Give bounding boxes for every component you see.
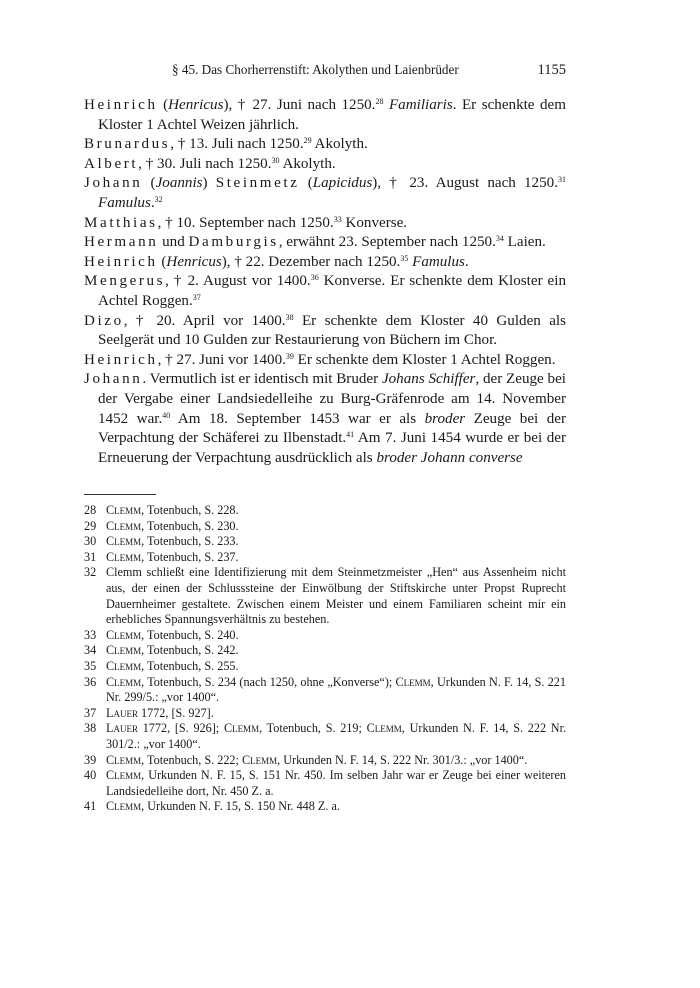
- text-run: Akolyth.: [279, 155, 336, 172]
- footnote-ref: 38: [285, 312, 294, 322]
- text-run: Konverse.: [341, 214, 408, 231]
- text-run: , Totenbuch, S. 228.: [141, 503, 239, 517]
- footnote-number: 29: [84, 518, 97, 533]
- text-run: .: [150, 194, 155, 211]
- text-run: Er schenkte dem Kloster 1 Achtel Roggen.: [293, 351, 556, 368]
- text-run: Er schenkte dem Kloster 40 Gulden als Seelgerät und 10 Gulden zur Restaurierung von Büchern im Chor.: [98, 312, 566, 349]
- author-name: Lauer: [106, 721, 138, 736]
- entry-name: Dizo: [84, 312, 124, 329]
- entry: [84, 370, 566, 468]
- footnote-ref: 31: [557, 175, 566, 185]
- text-run: , Totenbuch, S. 234 (nach 1250, ohne „Konverse“);: [141, 674, 396, 689]
- footnote-ref: 33: [333, 214, 342, 224]
- italic-text: Johans Schiffer: [381, 371, 476, 388]
- footnote-number: 31: [84, 549, 97, 564]
- entry-name: Brunardus: [84, 136, 171, 153]
- running-head-title: § 45. Das Chorherrenstift: Akolythen und Laienbrüder: [172, 62, 459, 77]
- text-run: , Totenbuch, S. 233.: [141, 534, 239, 549]
- footnote-number: 33: [84, 627, 97, 642]
- footnote-ref: 30: [271, 155, 280, 165]
- text-run: Am 18. September 1453 war er als: [170, 410, 425, 427]
- text-run: , Urkunden N. F. 15, S. 150 Nr. 448 Z. a.: [141, 799, 340, 814]
- text-run: und: [158, 234, 189, 251]
- text-run: . Er schenkte dem Kloster 1 Achtel Weizen jährlich.: [98, 97, 566, 133]
- author-name: Clemm: [106, 799, 142, 814]
- author-name: Clemm: [395, 674, 431, 689]
- entry-name: Heinrich: [84, 97, 158, 113]
- footnote-number: 32: [84, 565, 97, 580]
- entry-list: [84, 96, 566, 468]
- footnote: [84, 503, 566, 519]
- footnote: [84, 628, 566, 644]
- text-run: ), † 22. Dezember nach 1250.: [221, 253, 401, 270]
- footnote-ref: 37: [192, 292, 201, 302]
- footnote-number: 30: [84, 534, 97, 549]
- footnote: [84, 721, 566, 752]
- entry: [84, 351, 566, 371]
- text-run: Clemm schließt eine Identifizierung mit dem Steinmetzmeister „Hen“ aus Assenheim nicht aus, der einen der Schlusssteine der Einwölbung der Stiftskirche unter Propst Ruprecht Dauernheimer gestaltete. Zwischen einem Meister und einem Familiaren scheint mir ein erhebliches Spannungsverhältnis zu bestehen.: [106, 565, 566, 627]
- entry-name: Johann: [84, 371, 143, 388]
- footnote: [84, 519, 566, 535]
- footnote-number: 39: [84, 752, 97, 767]
- footnote-ref: 35: [400, 253, 409, 263]
- text-run: , Totenbuch, S. 230.: [141, 518, 239, 533]
- entry: [84, 174, 566, 213]
- italic-text: Famulus: [98, 194, 151, 211]
- text-run: Konverse. Er schenkte dem Kloster ein Achtel Roggen.: [98, 273, 566, 309]
- text-run: Laien.: [503, 234, 546, 251]
- text-run: , † 10. September nach 1250.: [157, 214, 334, 231]
- text-run: , Totenbuch, S. 240.: [141, 627, 239, 642]
- entry: [84, 233, 566, 253]
- footnote-ref: 28: [375, 97, 384, 106]
- footnote: [84, 534, 566, 550]
- page-number: 1155: [537, 62, 566, 78]
- italic-text: Lapicidus: [312, 175, 373, 192]
- entry: [84, 96, 566, 135]
- text-run: , † 27. Juni vor 1400.: [157, 351, 286, 368]
- text-run: Zeuge bei der Verpachtung der Schäferei zu Ilbenstadt.: [98, 410, 567, 447]
- footnote-number: 41: [84, 799, 97, 814]
- footnote-number: 37: [84, 705, 97, 720]
- text-run: , der Zeuge bei der Vergabe einer Landsiedelleihe zu Burg-Gräfenrode am 14. November 1452 war.: [98, 371, 566, 427]
- italic-text: Familiaris: [388, 97, 453, 113]
- footnote: [84, 550, 566, 566]
- entry-name: Heinrich: [84, 253, 158, 270]
- footnote-ref: 39: [285, 351, 294, 361]
- footnote-ref: 40: [162, 410, 171, 420]
- footnote: [84, 565, 566, 627]
- entry: [84, 272, 566, 311]
- footnote-ref: 29: [303, 136, 312, 146]
- entry: [84, 253, 566, 273]
- author-name: Clemm: [106, 752, 142, 767]
- text-run: (: [142, 175, 156, 192]
- text-run: .: [464, 253, 469, 270]
- entry: [84, 155, 566, 175]
- author-name: Clemm: [106, 518, 142, 533]
- author-name: Clemm: [106, 658, 142, 673]
- footnote-separator: [84, 494, 156, 495]
- entry: [84, 135, 566, 155]
- author-name: Clemm: [106, 534, 142, 549]
- footnote-ref: 36: [310, 273, 319, 283]
- spaced-name: Damburgis: [188, 234, 279, 251]
- author-name: Clemm: [106, 768, 142, 783]
- text-run: , † 2. August vor 1400.: [165, 273, 311, 290]
- author-name: Clemm: [366, 721, 402, 736]
- italic-text: Henricus: [166, 253, 222, 270]
- text-run: 1772, [S. 927].: [137, 705, 214, 720]
- footnote: [84, 768, 566, 799]
- footnote-ref: 34: [495, 234, 504, 244]
- entry: [84, 214, 566, 234]
- author-name: Clemm: [241, 752, 278, 767]
- footnote-ref: 32: [154, 194, 163, 204]
- text-run: , Totenbuch, S. 237.: [141, 549, 239, 564]
- author-name: Clemm: [106, 549, 142, 564]
- text-run: . Vermutlich ist er identisch mit Bruder: [142, 371, 382, 388]
- footnote-list: [84, 503, 566, 815]
- author-name: Clemm: [106, 503, 142, 517]
- text-run: (: [157, 253, 167, 270]
- text-run: , Totenbuch, S. 255.: [141, 658, 239, 673]
- text-run: ), † 23. August nach 1250.: [372, 175, 558, 192]
- spaced-name: Steinmetz: [215, 175, 300, 192]
- footnote: [84, 659, 566, 675]
- entry-name: Hermann: [84, 234, 159, 251]
- footnote: [84, 675, 566, 706]
- text-run: (: [157, 97, 169, 113]
- text-run: ): [202, 175, 216, 192]
- author-name: Lauer: [106, 705, 138, 720]
- footnote: [84, 753, 566, 769]
- author-name: Clemm: [223, 721, 260, 736]
- text-run: Am 7. Juni 1454 wurde er bei der Erneuerung der Verpachtung ausdrücklich als: [98, 430, 566, 466]
- text-run: , Urkunden N. F. 14, S. 221 Nr. 299/5.: „vor 1400“.: [106, 674, 566, 705]
- entry-name: Heinrich: [84, 351, 158, 368]
- entry-name: Albert: [84, 155, 139, 172]
- text-run: , † 30. Juli nach 1250.: [138, 155, 272, 172]
- running-header: [84, 62, 566, 82]
- footnote-ref: 41: [346, 430, 355, 440]
- italic-text: Henricus: [168, 97, 224, 113]
- footnote-number: 35: [84, 658, 97, 673]
- text-run: ), † 27. Juni nach 1250.: [223, 97, 376, 113]
- text-run: , Totenbuch, S. 242.: [141, 643, 239, 658]
- text-run: , † 20. April vor 1400.: [123, 312, 286, 329]
- italic-text: broder: [424, 410, 466, 427]
- entry-name: Matthias: [84, 214, 158, 231]
- author-name: Clemm: [106, 643, 142, 658]
- text-run: (: [299, 175, 313, 192]
- italic-text: Joannis: [155, 175, 203, 192]
- footnote-number: 34: [84, 643, 97, 658]
- footnote-number: 36: [84, 674, 97, 689]
- entry-name: Johann: [84, 175, 143, 192]
- text-run: , Urkunden N. F. 15, S. 151 Nr. 450. Im selben Jahr war er Zeuge bei einer weiteren Landsiedelleihe dort, Nr. 450 Z. a.: [106, 768, 566, 798]
- text-run: , erwähnt 23. September nach 1250.: [278, 234, 496, 251]
- footnote-number: 28: [84, 503, 97, 517]
- text-run: , Totenbuch, S. 222;: [141, 752, 242, 767]
- text-run: , † 13. Juli nach 1250.: [170, 136, 304, 153]
- footnote: [84, 643, 566, 659]
- text-run: 1772, [S. 926];: [137, 721, 224, 736]
- footnote: [84, 799, 566, 815]
- author-name: Clemm: [106, 627, 142, 642]
- entry-name: Mengerus: [84, 273, 166, 290]
- italic-text: broder Johann converse: [376, 449, 523, 466]
- entry: [84, 312, 566, 351]
- text-run: , Urkunden N. F. 14, S. 222 Nr. 301/2.: „vor 1400“.: [106, 721, 567, 751]
- text-run: , Totenbuch, S. 219;: [259, 721, 367, 736]
- text-run: Akolyth.: [311, 136, 368, 153]
- text-run: , Urkunden N. F. 14, S. 222 Nr. 301/3.: „vor 1400“.: [277, 752, 528, 767]
- footnote-number: 38: [84, 721, 97, 736]
- author-name: Clemm: [106, 674, 142, 689]
- footnote-number: 40: [84, 768, 97, 783]
- footnote: [84, 706, 566, 722]
- italic-text: Famulus: [412, 253, 465, 270]
